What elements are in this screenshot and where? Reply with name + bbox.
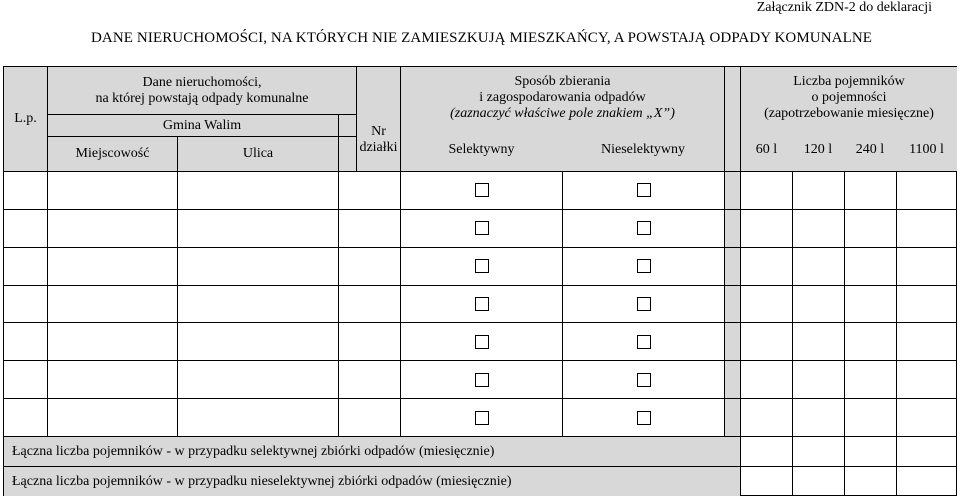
miejscowosc-cell[interactable]: [47, 247, 177, 285]
nr-dzialki-cell[interactable]: [338, 171, 400, 209]
lp-cell[interactable]: [3, 360, 47, 398]
nonselective-checkbox[interactable]: [637, 297, 651, 311]
size-120-cell[interactable]: [792, 360, 844, 398]
nr-dzialki-cell[interactable]: [338, 322, 400, 360]
size-60-cell[interactable]: [740, 285, 792, 323]
summary-nonselective-60-cell[interactable]: [740, 466, 792, 496]
attachment-label: Załącznik ZDN-2 do deklaracji: [756, 0, 932, 15]
nr-dzialki-header-cell: Nr działki: [356, 66, 400, 171]
selective-checkbox[interactable]: [475, 373, 489, 387]
ulica-cell[interactable]: [177, 322, 338, 360]
lp-cell[interactable]: [3, 247, 47, 285]
lp-header: L.p.: [3, 66, 47, 171]
separator-cell: [724, 322, 740, 360]
summary-nonselective-1100-cell[interactable]: [896, 466, 957, 496]
nonselective-checkbox[interactable]: [637, 183, 651, 197]
nonselective-checkbox[interactable]: [637, 411, 651, 425]
size-120-cell[interactable]: [792, 285, 844, 323]
size-60-cell[interactable]: [740, 171, 792, 209]
nr-dzialki-cell[interactable]: [338, 285, 400, 323]
selective-cell[interactable]: [400, 398, 562, 436]
size-1100-cell[interactable]: [896, 247, 957, 285]
data-rows: [3, 171, 957, 436]
nr-dzialki-cell[interactable]: [338, 398, 400, 436]
nonselective-cell[interactable]: [562, 322, 724, 360]
ulica-cell[interactable]: [177, 285, 338, 323]
nonselective-checkbox[interactable]: [637, 373, 651, 387]
table-row: [3, 398, 957, 436]
size-240-cell[interactable]: [844, 171, 896, 209]
separator-column: [724, 66, 740, 171]
separator-cell: [724, 360, 740, 398]
ulica-cell[interactable]: [177, 209, 338, 247]
size-1100-header: 1100 l: [896, 128, 957, 171]
size-240-cell[interactable]: [844, 398, 896, 436]
table-row: [3, 247, 957, 285]
property-data-header: Dane nieruchomości, na której powstają odpady komunalne: [47, 66, 356, 114]
size-240-cell[interactable]: [844, 247, 896, 285]
miejscowosc-cell[interactable]: [47, 209, 177, 247]
table-row: [3, 322, 957, 360]
nonselective-checkbox[interactable]: [637, 335, 651, 349]
nonselective-cell[interactable]: [562, 209, 724, 247]
size-1100-cell[interactable]: [896, 171, 957, 209]
nr-dzialki-cell[interactable]: [338, 247, 400, 285]
size-1100-cell[interactable]: [896, 398, 957, 436]
lp-cell[interactable]: [3, 322, 47, 360]
summary-selective-240-cell[interactable]: [844, 436, 896, 466]
selective-cell[interactable]: [400, 171, 562, 209]
size-240-cell[interactable]: [844, 209, 896, 247]
ulica-cell[interactable]: [177, 171, 338, 209]
selective-checkbox[interactable]: [475, 183, 489, 197]
nonselective-cell[interactable]: [562, 171, 724, 209]
summary-selective-120-cell[interactable]: [792, 436, 844, 466]
size-1100-cell[interactable]: [896, 322, 957, 360]
selective-checkbox[interactable]: [475, 259, 489, 273]
miejscowosc-cell[interactable]: [47, 322, 177, 360]
size-120-cell[interactable]: [792, 322, 844, 360]
table-row: [3, 209, 957, 247]
nonselective-cell[interactable]: [562, 285, 724, 323]
selective-cell[interactable]: [400, 285, 562, 323]
lp-cell[interactable]: [3, 171, 47, 209]
table-row: [3, 171, 957, 209]
selective-checkbox[interactable]: [475, 221, 489, 235]
size-240-cell[interactable]: [844, 360, 896, 398]
nr-dzialki-cell[interactable]: [338, 360, 400, 398]
summary-nonselective-120-cell[interactable]: [792, 466, 844, 496]
nonselective-cell[interactable]: [562, 360, 724, 398]
summary-selective-60-cell[interactable]: [740, 436, 792, 466]
nonselective-checkbox[interactable]: [637, 221, 651, 235]
size-120-cell[interactable]: [792, 209, 844, 247]
size-1100-cell[interactable]: [896, 285, 957, 323]
size-60-cell[interactable]: [740, 322, 792, 360]
summary-nonselective-row: Łączna liczba pojemników - w przypadku nieselektywnej zbiórki odpadów (miesięcznie): [3, 466, 740, 496]
size-240-header: 240 l: [844, 128, 896, 171]
selective-cell[interactable]: [400, 209, 562, 247]
table-row: [3, 360, 957, 398]
nr-dzialki-cell[interactable]: [338, 209, 400, 247]
miejscowosc-cell[interactable]: [47, 285, 177, 323]
properties-table: [3, 66, 957, 496]
ulica-cell[interactable]: [177, 247, 338, 285]
size-60-cell[interactable]: [740, 398, 792, 436]
miejscowosc-cell[interactable]: [47, 171, 177, 209]
container-count-header: Liczba pojemników o pojemności (zapotrzebowanie miesięczne): [740, 66, 957, 128]
table-row: [3, 285, 957, 323]
selective-checkbox[interactable]: [475, 335, 489, 349]
separator-cell: [724, 398, 740, 436]
separator-cell: [724, 285, 740, 323]
ulica-header: Ulica: [177, 136, 338, 171]
size-120-header: 120 l: [792, 128, 844, 171]
separator-cell: [724, 209, 740, 247]
separator-cell: [724, 171, 740, 209]
size-1100-cell[interactable]: [896, 209, 957, 247]
miejscowosc-cell[interactable]: [47, 360, 177, 398]
miejscowosc-cell[interactable]: [47, 398, 177, 436]
nonselective-cell[interactable]: [562, 398, 724, 436]
selective-checkbox[interactable]: [475, 411, 489, 425]
ulica-cell[interactable]: [177, 398, 338, 436]
size-60-header: 60 l: [740, 128, 792, 171]
collection-method-header: Sposób zbierania i zagospodarowania odpadów (zaznaczyć właściwe pole znakiem „X”): [400, 66, 724, 128]
size-240-cell[interactable]: [844, 285, 896, 323]
lp-cell[interactable]: [3, 285, 47, 323]
size-1100-cell[interactable]: [896, 360, 957, 398]
nonselective-header: Nieselektywny: [562, 128, 724, 171]
miejscowosc-header: Miejscowość: [47, 136, 177, 171]
gmina-header: Gmina Walim: [47, 114, 356, 136]
summary-nonselective-240-cell[interactable]: [844, 466, 896, 496]
lp-cell[interactable]: [3, 398, 47, 436]
ulica-cell[interactable]: [177, 360, 338, 398]
nonselective-cell[interactable]: [562, 247, 724, 285]
size-120-cell[interactable]: [792, 398, 844, 436]
selective-header: Selektywny: [400, 128, 562, 171]
selective-cell[interactable]: [400, 360, 562, 398]
nonselective-checkbox[interactable]: [637, 259, 651, 273]
selective-checkbox[interactable]: [475, 297, 489, 311]
size-60-cell[interactable]: [740, 360, 792, 398]
lp-cell[interactable]: [3, 209, 47, 247]
size-60-cell[interactable]: [740, 209, 792, 247]
selective-cell[interactable]: [400, 322, 562, 360]
selective-cell[interactable]: [400, 247, 562, 285]
size-120-cell[interactable]: [792, 171, 844, 209]
summary-selective-1100-cell[interactable]: [896, 436, 957, 466]
summary-selective-row: Łączna liczba pojemników - w przypadku selektywnej zbiórki odpadów (miesięcznie): [3, 436, 740, 466]
form-title: DANE NIERUCHOMOŚCI, NA KTÓRYCH NIE ZAMIESZKUJĄ MIESZKAŃCY, A POWSTAJĄ ODPADY KOMUNALNE: [91, 30, 873, 46]
size-60-cell[interactable]: [740, 247, 792, 285]
size-240-cell[interactable]: [844, 322, 896, 360]
size-120-cell[interactable]: [792, 247, 844, 285]
separator-cell: [724, 247, 740, 285]
